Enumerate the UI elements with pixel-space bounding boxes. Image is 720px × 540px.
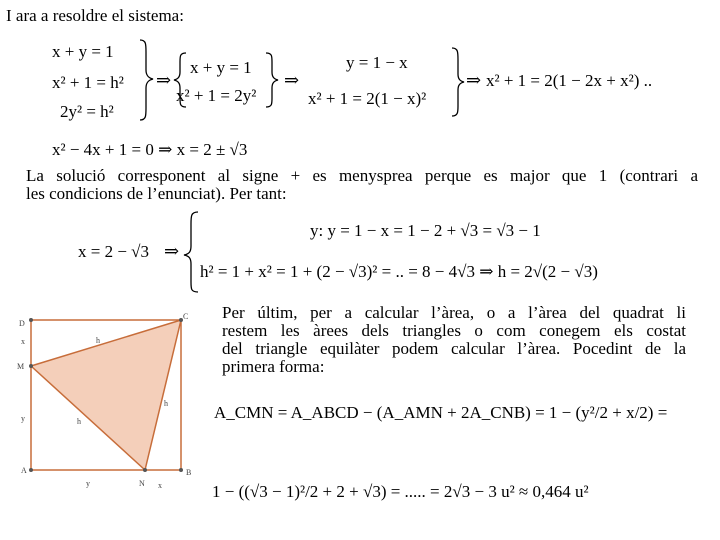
y-substitution: y: y = 1 − x = 1 − 2 + √3 = √3 − 1 (310, 221, 541, 240)
triangle-cmn (31, 320, 181, 470)
sys-c1-line2: x² + 1 = h² (52, 73, 124, 92)
right-brace-1 (140, 40, 153, 120)
right-brace-3 (452, 48, 464, 116)
label-a: A (21, 466, 27, 475)
label-c: C (183, 312, 189, 321)
area-formula: A_CMN = A_ABCD − (A_AMN + 2A_CNB) = 1 − (y²/2 + x/2) = (214, 403, 668, 422)
label-x-bottom: x (158, 481, 162, 490)
label-b: B (186, 468, 192, 477)
area-formula-block (214, 403, 667, 422)
point-b (179, 468, 183, 472)
paragraph2-line1: Per últim, per a calcular l’àrea, o a l’àrea del quadrat li (222, 303, 686, 322)
area-result: 1 − ((√3 − 1)²/2 + 2 + √3) = ..... = 2√3 − 3 u² ≈ 0,464 u² (212, 482, 589, 501)
system-col1 (52, 40, 171, 121)
implies-arrow-1: ⇒ (156, 70, 172, 90)
implies-arrow-3: ⇒ (466, 70, 482, 90)
sys-c1-line3: 2y² = h² (60, 102, 114, 121)
sys-c3-line2: x² + 1 = 2(1 − x)² (308, 89, 427, 108)
label-n: N (139, 479, 145, 488)
system-col2 (174, 53, 299, 107)
sys-c2-line2: x² + 1 = 2y² (176, 86, 257, 105)
point-d (29, 318, 33, 322)
label-x-left: x (21, 337, 25, 346)
point-a (29, 468, 33, 472)
implies-arrow-2: ⇒ (284, 70, 300, 90)
left-brace-4 (184, 212, 198, 292)
paragraph1-line2: les condicions de l’enunciat). Per tant: (26, 184, 287, 203)
point-m (29, 364, 33, 368)
label-y-left: y (21, 414, 25, 423)
sys-c3-line1: y = 1 − x (346, 53, 408, 72)
area-result-block (212, 482, 589, 501)
label-y-bottom: y (86, 479, 90, 488)
sys-result: x² + 1 = 2(1 − 2x + x²) .. (486, 71, 653, 90)
paragraph2-line4: primera forma: (222, 357, 325, 376)
substitution-block (78, 212, 598, 292)
label-h-mid: h (77, 417, 81, 426)
label-h-right: h (164, 399, 168, 408)
implies-arrow-4: ⇒ (164, 241, 180, 261)
point-n (143, 468, 147, 472)
quadratic-solution: x² − 4x + 1 = 0 ⇒ x = 2 ± √3 (52, 140, 248, 159)
sys-c1-line1: x + y = 1 (52, 42, 114, 61)
h-substitution: h² = 1 + x² = 1 + (2 − √3)² = .. = 8 − 4√3 ⇒ h = 2√(2 − √3) (200, 262, 598, 281)
label-h-top: h (96, 336, 100, 345)
label-d: D (19, 319, 25, 328)
geometry-figure (17, 312, 191, 490)
paragraph2-line2: restem les àrees dels triangles o com conegem els costat (222, 321, 686, 340)
x-value: x = 2 − √3 (78, 242, 150, 261)
sys-c2-line1: x + y = 1 (190, 58, 252, 77)
paragraph2-line3: del triangle equilàter podem calcular l’àrea. Pocedint de la (222, 339, 686, 358)
system-col3 (308, 48, 652, 116)
label-m: M (17, 362, 25, 371)
intro-text: I ara a resoldre el sistema: (6, 6, 184, 25)
right-brace-2 (266, 53, 278, 107)
paragraph1-line1: La solució corresponent al signe + es menysprea perque es major que 1 (contrari a (26, 166, 698, 185)
